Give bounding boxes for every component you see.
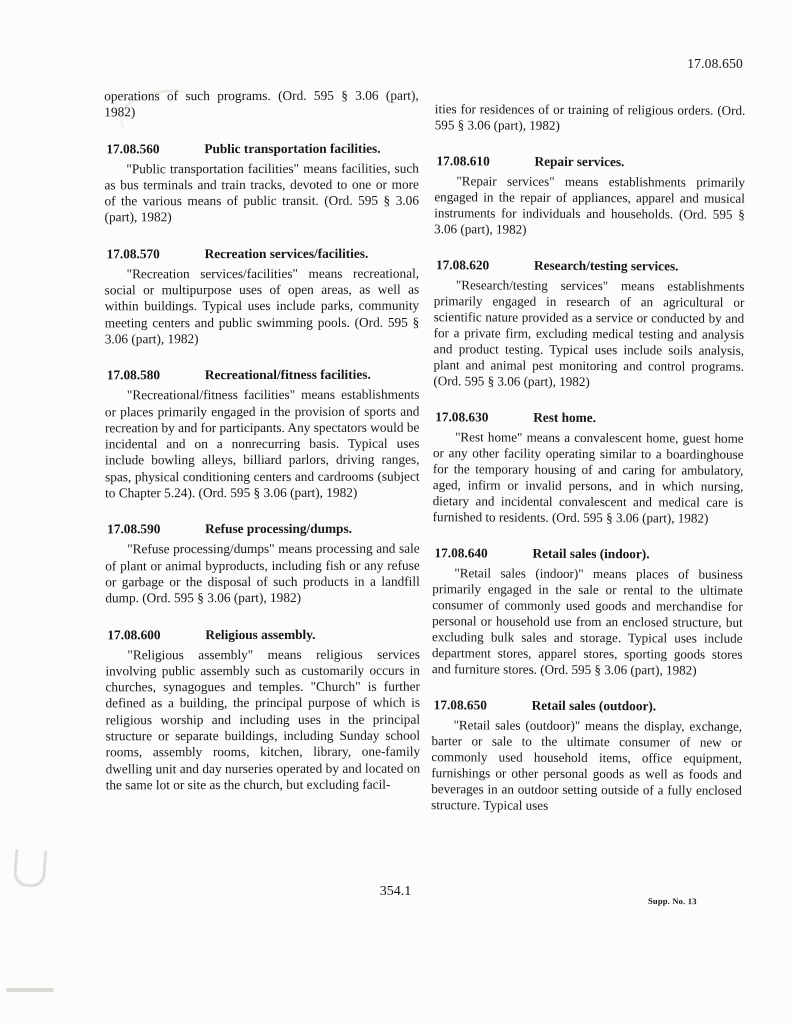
section-number: 17.08.640: [434, 545, 489, 561]
section-number: 17.08.650: [434, 697, 488, 713]
left-column: [104, 88, 420, 815]
section-body: "Retail sales (indoor)" means places of business primarily engaged in the sale or rental to the ultimate consumer of commonly used goods and merchandise for personal or household use from an enclosed structure, but excluding bulk sales and storage. Typical uses include department stores, apparel stores, sporting goods stores and furniture stores. (Ord. 595 § 3.06 (part), 1982): [432, 565, 744, 678]
section-heading: [106, 140, 419, 157]
section-17-08-620: [434, 257, 745, 391]
section-body: "Recreational/fitness facilities" means establishments or places primarily engaged in the provision of sports and recreation by and for participants. Any spectators would be incidental and on a nonrecurring basis. Typical uses include bowling alleys, billiard parlors, driving ranges, spas, physical conditioning centers and cardrooms (subject to Chapter 5.24). (Ord. 595 § 3.06 (part), 1982): [104, 386, 420, 501]
section-body: "Retail sales (outdoor)" means the display, exchange, barter or sale to the ultimate consumer of new or commonly used household items, office equipment, furnishings or other personal goods as well as foods and beverages in an outdoor setting outside of a fully enclosed structure. Typical uses: [431, 717, 743, 813]
section-17-08-610: [435, 153, 746, 239]
section-body: "Public transportation facilities" means facilities, such as bus terminals and train tracks, devoted to one or more of the various means of public transit. (Ord. 595 § 3.06 (part), 1982): [104, 160, 419, 225]
section-17-08-580: [105, 367, 420, 502]
page-number: 354.1: [379, 884, 412, 899]
section-title: Research/testing services.: [534, 257, 680, 274]
section-title: Public transportation facilities.: [204, 140, 381, 156]
running-head-section-ref: 17.08.650: [687, 56, 743, 71]
section-heading: [107, 521, 420, 538]
section-title: Repair services.: [534, 153, 625, 170]
section-number: 17.08.600: [107, 626, 161, 642]
section-heading: [107, 367, 420, 384]
section-number: 17.08.580: [106, 367, 161, 383]
section-heading: [434, 697, 743, 715]
section-body: "Repair services" means establishments primarily engaged in the repair of appliances, apparel and musical instruments for individuals and households. (Ord. 595 § 3.06 (part), 1982): [434, 173, 746, 237]
section-heading: [435, 545, 744, 563]
section-17-08-640: [432, 545, 743, 679]
section-heading: [107, 245, 420, 262]
section-17-08-560: [104, 140, 419, 226]
section-title: Rest home.: [533, 409, 597, 426]
section-title: Retail sales (outdoor).: [532, 697, 657, 714]
right-column: [432, 101, 746, 815]
continuation-paragraph: ities for residences of or training of religious orders. (Ord. 595 § 3.06 (part), 1982): [435, 101, 746, 133]
section-number: 17.08.590: [107, 521, 161, 537]
section-number: 17.08.570: [106, 245, 160, 262]
section-body: "Refuse processing/dumps" means processing and sale of plant or animal byproducts, including fish or any refuse or garbage or the disposal of such products in a landfill dump. (Ord. 595 § 3.06 (part), 1982): [105, 541, 420, 606]
section-body: "Rest home" means a convalescent home, guest home or any other facility operating similar to a boardinghouse for the temporary housing of and caring for ambulatory, aged, infirm or invalid persons, and in which nursing, dietary and incidental convalescent and medical care is furnished to residents. (Ord. 595 § 3.06 (part), 1982): [433, 429, 745, 526]
section-heading: [436, 409, 745, 427]
section-number: 17.08.610: [436, 153, 491, 169]
section-heading: [437, 153, 746, 171]
section-17-08-650: [432, 697, 743, 815]
scan-hole-punch-mark: [13, 849, 48, 888]
section-title: Refuse processing/dumps.: [205, 521, 352, 537]
section-title: Religious assembly.: [205, 626, 316, 642]
continuation-paragraph: operations of such programs. (Ord. 595 § 3.06 (part), 1982): [104, 87, 419, 120]
section-17-08-630: [433, 409, 744, 527]
section-number: 17.08.560: [106, 140, 160, 156]
two-column-text-body: [105, 88, 744, 814]
supplement-note: Supp. No. 13: [648, 895, 698, 907]
section-title: Recreation services/facilities.: [204, 245, 369, 261]
section-body: "Religious assembly" means religious services involving public assembly such as customarily occurs in churches, synagogues and temples. "Church" is further defined as a building, the principal purpose of which is religious worship and including uses in the principal structure or separate buildings, including Sunday school rooms, assembly rooms, kitchen, library, one-family dwelling unit and day nurseries operated by and located on the same lot or site as the church, but excluding facil-: [105, 646, 421, 793]
section-17-08-590: [105, 521, 420, 607]
section-body: "Recreation services/facilities" means recreational, social or multipurpose uses of open areas, as well as within buildings. Typical uses include parks, community meeting centers and public swimming pools. (Ord. 595 § 3.06 (part), 1982): [104, 265, 420, 347]
section-number: 17.08.630: [435, 409, 489, 425]
scan-edge-mark: [6, 988, 54, 992]
section-number: 17.08.620: [436, 257, 490, 273]
section-title: Retail sales (indoor).: [532, 545, 651, 562]
section-body: "Research/testing services" means establishments primarily engaged in research of an agricultural or scientific nature provided as a service or conducted by and for a private firm, excluding medical testing and analysis and product testing. Typical uses include soils analysis, plant and animal pest monitoring and control programs. (Ord. 595 § 3.06 (part), 1982): [433, 277, 745, 390]
section-heading: [436, 257, 745, 275]
section-heading: [107, 626, 420, 643]
section-17-08-570: [105, 245, 420, 347]
section-17-08-600: [105, 626, 420, 793]
section-title: Recreational/fitness facilities.: [204, 367, 371, 383]
